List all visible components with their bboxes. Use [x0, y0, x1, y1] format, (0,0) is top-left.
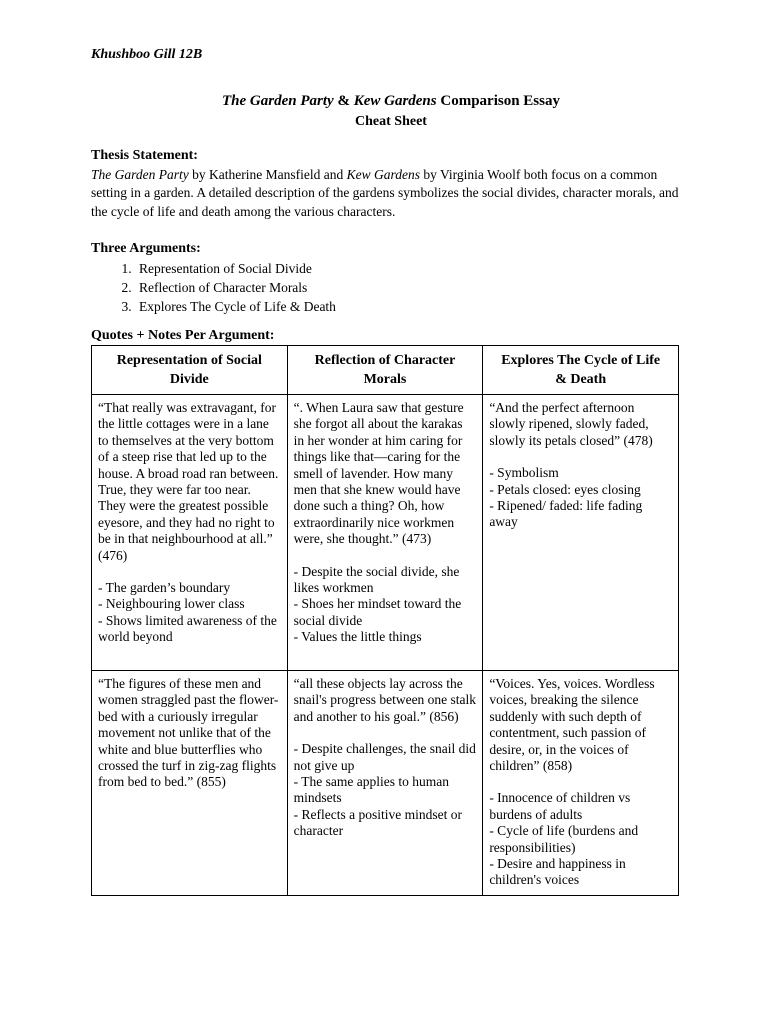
note-line: - Innocence of children vs burdens of adults: [489, 790, 631, 822]
note-line: - Values the little things: [293, 629, 422, 645]
table-cell: [92, 671, 288, 896]
cell-quote: “And the perfect afternoon slowly ripened, slowly faded, slowly its petals closed” (478): [489, 400, 653, 448]
note-line: - The garden’s boundary: [98, 580, 231, 596]
table-row: [92, 395, 679, 671]
note-line: - Shoes her mindset toward the social divide: [293, 596, 462, 628]
title-ampersand: &: [333, 92, 354, 109]
thesis-work-1: The Garden Party: [91, 166, 189, 182]
thesis-text-2: by Virginia Woolf both focus on a common setting in a garden. A detailed description of the gardens symbolizes the social divides, character morals, and the cycle of life and death among the various characters.: [91, 166, 679, 219]
cell-quote: “. When Laura saw that gesture she forgot all about the karakas in her wonder at him caring for things like that—caring for the smell of lavender. How many men that she knew would have done such a thing? Oh, how extraordinarily nice workmen were, she thought.” (473): [293, 400, 464, 547]
document-subtitle: Cheat Sheet: [355, 113, 427, 129]
thesis-heading: Thesis Statement:: [91, 147, 198, 163]
argument-item: 2. Reflection of Character Morals: [135, 278, 691, 297]
column-header-social-divide: Representation of Social Divide: [92, 346, 288, 395]
note-line: - The same applies to human mindsets: [293, 774, 449, 806]
note-line: - Reflects a positive mindset or character: [293, 806, 462, 839]
arguments-heading: Three Arguments:: [91, 241, 201, 256]
note-line: - Desire and happiness in children's voices: [489, 856, 626, 888]
cell-notes: [294, 564, 477, 646]
note-line: - Petals closed: eyes closing: [489, 481, 641, 497]
document-title: [91, 91, 691, 111]
cell-quote: “The figures of these men and women straggled past the flower-bed with a curiously irregular movement not unlike that of the white and blue butterflies who crossed the turf in zig-zag flights from bed to bed.” (855): [98, 676, 279, 790]
table-cell: [92, 395, 288, 671]
table-row: [92, 671, 679, 896]
cell-quote: “That really was extravagant, for the little cottages were in a lane to themselves at the very bottom of a steep rise that led up to the house. A broad road ran between. True, they were far too near. They were the greatest possible eyesore, and they had no right to be in that neighbourhood at all.” (476): [98, 400, 279, 563]
cell-quote: “all these objects lay across the snail's progress between one stalk and another to his goal.” (856): [293, 676, 477, 724]
title-work-1: The Garden Party: [222, 92, 334, 109]
note-line: - Neighbouring lower class: [98, 596, 245, 612]
table-cell: [287, 395, 483, 671]
cell-notes: [489, 790, 672, 888]
table-cell: [483, 395, 679, 671]
note-line: - Despite the social divide, she likes workmen: [293, 563, 460, 596]
note-line: - Shows limited awareness of the world beyond: [98, 612, 277, 645]
title-work-2: Kew Gardens: [353, 92, 437, 109]
cell-notes: [489, 465, 672, 531]
table-header-row: [92, 346, 679, 395]
quotes-notes-table: [91, 345, 679, 896]
note-line: - Symbolism: [489, 465, 559, 481]
thesis-statement: [91, 166, 683, 222]
document-page: [91, 46, 691, 896]
table-cell: [483, 671, 679, 896]
thesis-text-1: by Katherine Mansfield and: [188, 166, 347, 182]
quotes-heading: Quotes + Notes Per Argument:: [91, 328, 275, 343]
cell-notes: [98, 580, 281, 646]
cell-notes: [294, 741, 477, 839]
thesis-work-2: Kew Gardens: [346, 166, 420, 182]
argument-item: 1. Representation of Social Divide: [135, 259, 691, 278]
note-line: - Ripened/ faded: life fading away: [489, 498, 643, 530]
title-suffix: Comparison Essay: [436, 92, 560, 109]
note-line: - Cycle of life (burdens and responsibilities): [489, 823, 639, 855]
column-header-cycle-of-life: Explores The Cycle of Life & Death: [483, 346, 679, 395]
note-line: - Despite challenges, the snail did not give up: [293, 741, 476, 773]
table-cell: [287, 671, 483, 896]
cell-quote: “Voices. Yes, voices. Wordless voices, breaking the silence suddenly with such depth of contentment, such passion of desire, or, in the voices of children” (858): [489, 676, 655, 774]
arguments-list: [91, 259, 691, 316]
argument-item: 3. Explores The Cycle of Life & Death: [135, 297, 691, 316]
author-line: Khushboo Gill 12B: [91, 47, 203, 62]
column-header-character-morals: Reflection of Character Morals: [287, 346, 483, 395]
